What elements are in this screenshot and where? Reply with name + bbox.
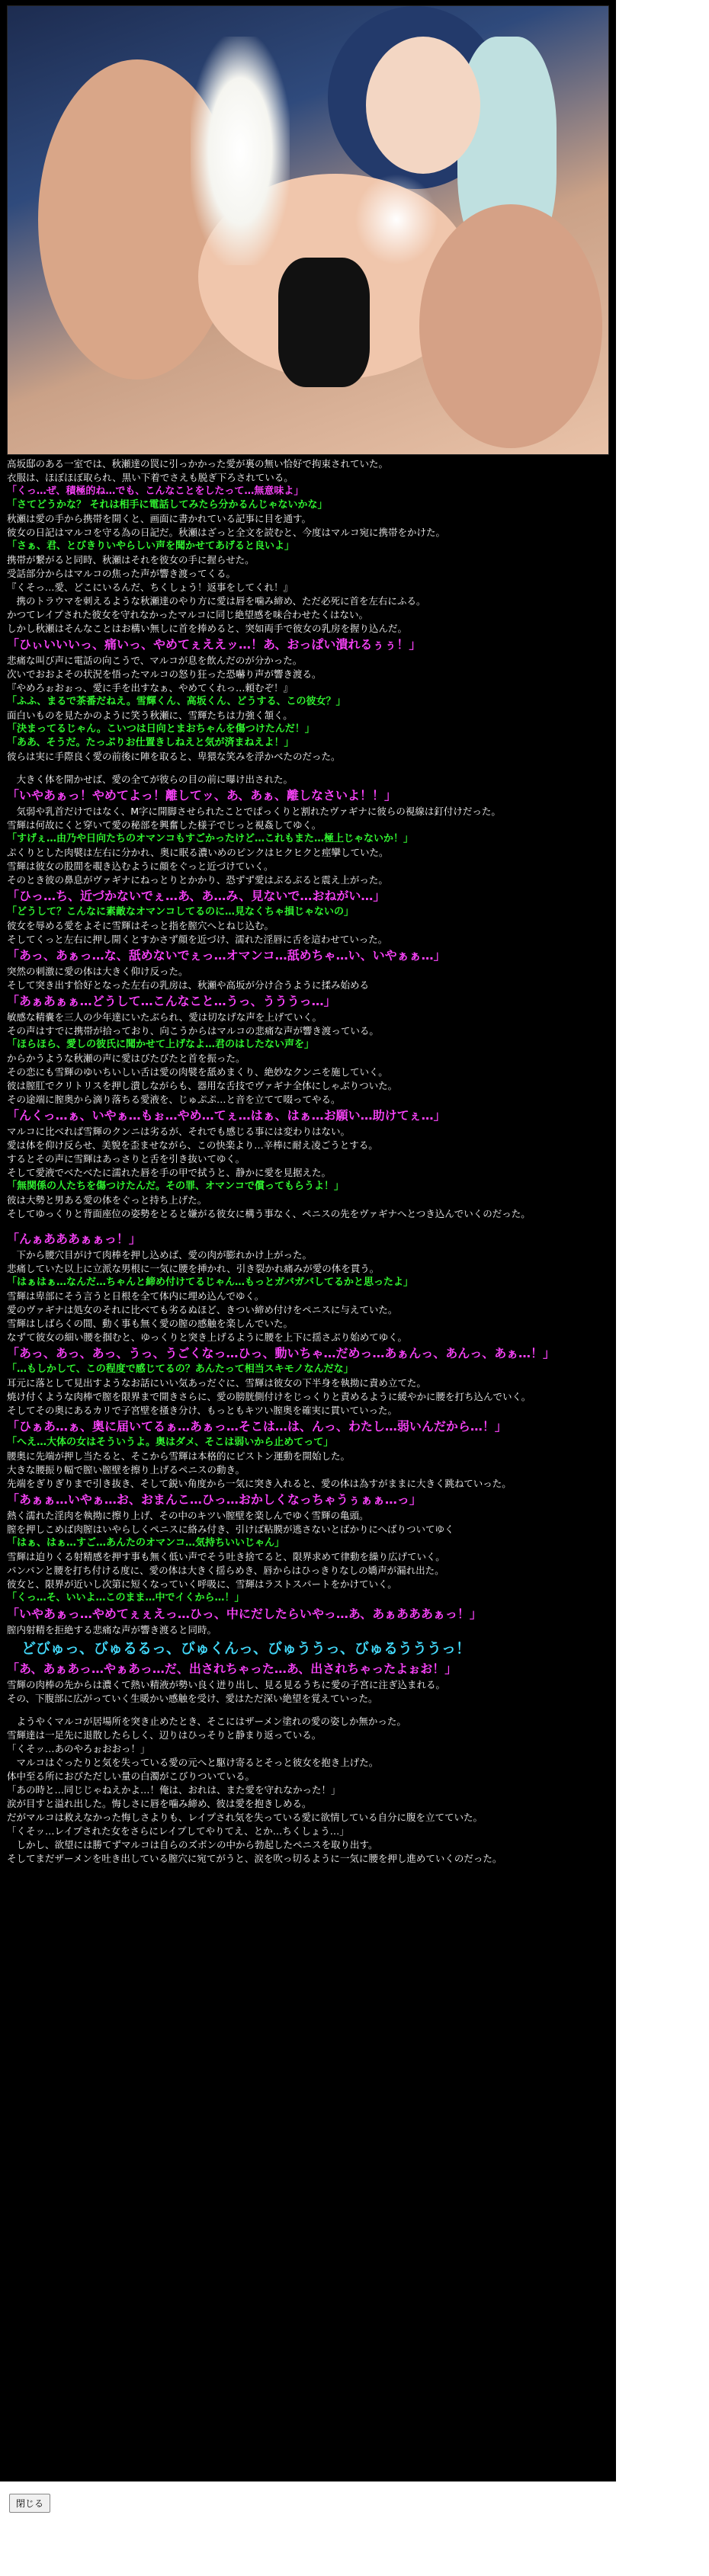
narration-line: 熱く濡れた淫肉を執拗に擦り上げ、その中のキツい膣壁を楽しんでゆく雪輝の亀頭。	[7, 1510, 369, 1521]
narration-line: 体中至る所におびただしい量の白濁がこびりついている。	[7, 1770, 255, 1782]
narration-line: 雪輝は卑部にそう言うと日根を全て体内に埋め込んでゆく。	[7, 1290, 265, 1302]
narration-line: 雪輝達は一足先に退散したらしく、辺りはひっそりと静まり返っている。	[7, 1729, 322, 1741]
narration-line: そしてゆっくりと背面座位の姿勢をとると嫌がる彼女に構う事なく、ペニスの先をヴァギナへとつき込んでいくのだった。	[7, 1208, 531, 1219]
narration-line: 下から腰穴目がけて肉棒を押し込めば、愛の肉が膨れかけ上がった。	[7, 1249, 313, 1261]
dialogue-line-female: 「ひぃいいいっ、痛いっ、やめてぇええッ…！あ、おっぱい潰れるぅぅ！」	[7, 637, 422, 652]
narration-line: 携帯が繋がると同時、秋瀬はそれを彼女の手に握らせた。	[7, 554, 255, 566]
narration-line: 雪輝は何故にくと穿いて愛の秘部を興奮した様子でじっと視姦してゆく。	[7, 819, 322, 831]
narration-line: マルコはぐったりと気を失っている愛の元へと駆け寄るとそっと彼女を抱き上げた。	[7, 1757, 379, 1768]
dialogue-line-male: 「無関係の人たちを傷つけたんだ。その罪、オマンコで償ってもらうよ！」	[7, 1181, 345, 1192]
narration-line: ぷくりとした肉襞は左右に分かれ、奥に眠る濃いめのピンクはヒクヒクと痙攣していた。	[7, 847, 389, 858]
narration-line: 突然の刺激に愛の体は大きく仰け反った。	[7, 966, 188, 977]
paragraph-gap	[7, 1221, 613, 1230]
dialogue-line-female: 「あぁぁ…いやぁ…お、おまんこ…ひっ…おかしくなっちゃうぅぁぁ…っ」	[7, 1492, 422, 1507]
narration-line: しかし秋瀬はそんなことはお構い無しに首を捧めると、突如両手で彼女の乳房を握り込んだ。	[7, 623, 408, 634]
narration-line: 彼は大勢と男ある愛の体をぐっと持ち上げた。	[7, 1194, 207, 1206]
dialogue-line-male: 「はぁ、はぁ…すご…あんたのオマンコ…気持ちいいじゃん」	[7, 1537, 285, 1549]
narration-line: 「くそッ…レイプされた女をさらにレイプしてやりてえ、とか…ちくしょう…」	[7, 1825, 349, 1837]
narration-line: 大きく体を開かせば、愛の全てが彼らの目の前に曝け出された。	[7, 774, 294, 785]
narration-line: 悲痛していた以上に立派な男根に一気に腰を挿かれ、引き裂かれ痛みが愛の体を貫う。	[7, 1263, 380, 1274]
narration-line: そして突き出す恰好となった左右の乳房は、秋瀬や高坂が分け合うように揉み始める	[7, 979, 370, 991]
narration-line: 彼女と、限界が近いし次第に短くなっていく呼吸に、雪輝はラストスパートをかけていく。	[7, 1578, 397, 1590]
narration-line: 焼け付くような肉棒で膣を限界まで開きさらに、愛の膀胱側付けをじっくりと責めるように緩やかに腰を打ち込んでいく。	[7, 1391, 531, 1402]
dialogue-line-female: 「んくっ…ぁ、いやぁ…もぉ…やめ…てぇ…はぁ、はぁ…お願い…助けてぇ…」	[7, 1108, 446, 1123]
dialogue-line-male: 「へえ…大体の女はそういうよ。奥はダメ、そこは弱いから止めてって」	[7, 1437, 334, 1448]
narration-line: しかし、欲望には勝てずマルコは自らのズボンの中から勃起したペニスを取り出す。	[7, 1839, 378, 1850]
dialogue-line-female: 「あ、あぁあっ…やぁあっ…だ、出されちゃった…あ、出されちゃったよぉお！」	[7, 1661, 457, 1676]
narration-line: 愛は体を仰け反らせ、美貌を歪ませながら、この快楽より…辛棒に耐え凌ごうとする。	[7, 1139, 378, 1151]
narration-line: 大きな腰振り幅で膣い膣壁を擦り上げるペニスの動き。	[7, 1464, 245, 1475]
narration-line: 「あの時と…同じじゃねえかよ…！俺は、おれは、また愛を守れなかった！」	[7, 1784, 341, 1796]
narration-line: その、下腹部に広がっていく生暖かい感触を受け、愛はただ深い絶望を覚えていった。	[7, 1693, 378, 1704]
narration-line: 携のトラウマを刺えるような秋瀬達のやり方に愛は唇を噛み締め、ただ必死に首を左右にふる。	[7, 595, 426, 607]
dialogue-line-male: 「さぁ、君、とびきりいやらしい声を聞かせてあげると良いよ」	[7, 540, 295, 552]
dialogue-line-male: 「くっ…そ、いいよ…このまま…中でイくから…！」	[7, 1592, 245, 1604]
dialogue-line-male: 「すげぇ…由乃や日向たちのオマンコもすごかったけど…これもまた…極上じゃないか！」	[7, 833, 414, 844]
narration-line: 膣を押しこめば肉膣はいやらしくペニスに絡み付き、引けば粘膜が逃さないとばかりにへばりついてゆく	[7, 1523, 454, 1535]
sound-effect-line: どびゅっ、びゅるるっ、びゅくんっ、びゅううっ、びゅるうううっ！	[7, 1640, 471, 1657]
narration-line: するとその声に雪輝はあっさりと舌を引き抜いてゆく。	[7, 1153, 245, 1165]
narration-line: パンパンと腰を打ち付ける度に、愛の体は大きく揺らめき、唇からはひっきりなしの嬌声が漏れ出た。	[7, 1565, 444, 1576]
dialogue-line-male: 「…もしかして、この程度で感じてるの？あんたって相当スキモノなんだな」	[7, 1363, 354, 1375]
dialogue-line-male: 「ああ、そうだ。たっぷりお仕置きしねえと気が済まねえよ！」	[7, 737, 294, 748]
narration-line: そして愛液でべたべたに濡れた唇を手の甲で拭うと、静かに愛を見据えた。	[7, 1167, 332, 1178]
narration-line: 面白いものを見たかのように笑う秋瀬に、雪輝たちは力強く頷く。	[7, 710, 293, 721]
narration-line: 『やめろぉおぉっ、愛に手を出すなぁ、やめてくれっ…頼むぞ！』	[7, 682, 294, 694]
narration-line: 衣服は、ほぼほぼ取られ、黒い下着でさえも脱ぎ下ろされている。	[7, 472, 294, 483]
narration-line: 彼女の日記はマルコを守る為の日記だ。秋瀬はざっと全文を読むと、今度はマルコ宛に携帯をかけた。	[7, 527, 446, 538]
narration-line: その恋にも雪輝のゆいちいしい舌は愛の肉襞を舐めまくり、絶妙なクンニを施していく。	[7, 1066, 388, 1078]
narration-line: 秋瀬は愛の手から携帯を開くと、画面に書かれている記事に目を通す。	[7, 513, 312, 524]
narration-line: 『くそっ…愛、どこにいるんだ、ちくしょう！返事をしてくれ！』	[7, 582, 294, 593]
narration-line: なずて彼女の細い腰を掴むと、ゆっくりと突き上げるように腰を上下に揺さぶり始めてゆく。	[7, 1331, 408, 1343]
narration-line: その途端に膣奥から滴り落ちる愛液を、じゅぷぷ…と音を立てて啜ってやる。	[7, 1094, 341, 1105]
narration-line: 腰奥に先端が押し当たると、そこから雪輝は本格的にピストン運動を開始した。	[7, 1450, 351, 1462]
dialogue-line-female: 「くっ…ぜ、積極的ね…でも、こんなことをしたって…無意味よ」	[7, 485, 304, 497]
narration-line: 彼は膣肛でクリトリスを押し潰しながらも、器用な舌技でヴァギナ全体にしゃぶりついた。	[7, 1080, 398, 1091]
narration-line: 雪輝は彼女の股間を覗き込むように顔をぐっと近づけていく。	[7, 860, 274, 872]
event-cg-image	[7, 5, 609, 455]
dialogue-line-male: 「さてどうかな？ それは相手に電話してみたら分かるんじゃないかな」	[7, 499, 328, 511]
narration-line: その声はすでに携帯が拾っており、向こうからはマルコの悲痛な声が響き渡っている。	[7, 1025, 379, 1036]
dialogue-line-male: 「はぁはぁ…なんだ…ちゃんと締め付けてるじゃん…もっとガバガバしてるかと思ったよ」	[7, 1277, 414, 1288]
dialogue-line-female: 「あぁあぁぁ…どうして…こんなこと…うっ、うううっ…」	[7, 994, 336, 1008]
narration-line: 膣内射精を拒絶する悲痛な声が響き渡ると同時。	[7, 1624, 217, 1636]
narration-line: かつてレイプされた彼女を守れなかったマルコに同じ絶望感を味合わせたくはない。	[7, 609, 369, 620]
dialogue-line-female: 「ひぁあ…ぁ、奥に届いてるぁ…あぁっ…そこは…は、んっ、わたし…弱いんだから…！」	[7, 1419, 507, 1434]
narration-line: からかうような秋瀬の声に愛はびたびたと首を振った。	[7, 1053, 245, 1064]
dialogue-line-male: 「ほらほら、愛しの彼氏に聞かせて上げなよ…君のはしたない声を」	[7, 1039, 315, 1050]
narration-line: だがマルコは救えなかった悔しさよりも、レイプされ気を失っている愛に欲情している自分に腹を立てていた。	[7, 1812, 483, 1823]
paragraph-gap	[7, 1706, 613, 1715]
dialogue-line-male: 「どうして？こんなに素敵なオマンコしてるのに…見なくちゃ損じゃないの」	[7, 906, 354, 918]
dialogue-line-female: 「ひっ…ち、近づかないでぇ…あ、あ…み、見ないで…おねがい…」	[7, 889, 386, 903]
dialogue-line-female: 「んぁあああぁぁっ！」	[7, 1232, 141, 1246]
narration-line: 「くそッ…あのやろぉおおっ！」	[7, 1743, 150, 1754]
dialogue-line-female: 「いやあぁっ…やめてぇぇえっ…ひっ、中にだしたらいやっ…あ、あぁあああぁっ！」	[7, 1607, 482, 1621]
narration-line: そしてくっと左右に押し開くとすかさず顔を近づけ、濡れた淫唇に舌を這わせていった。	[7, 934, 388, 945]
narration-line: そしてその奥にあるカリで子宮壁を掻き分け、もっともキツい膣奥を確実に貫いていった。	[7, 1405, 398, 1416]
narration-line: 彼らは実に手際良く愛の前後に陣を取ると、卑猥な笑みを浮かべたのだった。	[7, 751, 341, 762]
dialogue-line-male: 「ふふ、まるで茶番だねえ。雪輝くん、高坂くん、どうする、この彼女？」	[7, 696, 346, 707]
narration-line: 高坂邸のある一室では、秋瀬達の罠に引っかかった愛が裏の無い恰好で拘束されていた。	[7, 458, 389, 469]
dialogue-line-female: 「いやあぁっ！やめてよっ！離してッ、あ、あぁ、離しなさいよ！！」	[7, 788, 397, 803]
narration-line: 雪輝は迫りくる射精感を押す事も無く低い声でそう吐き捨てると、限界求めて律動を繰り広げていく。	[7, 1551, 445, 1562]
story-text	[7, 457, 613, 1866]
paragraph-gap	[7, 764, 613, 773]
dialogue-line-male: 「決まってるじゃん。こいつは日向とまおちゃんを傷つけたんだ！」	[7, 723, 315, 735]
narration-line: 次いでおおよその状況を悟ったマルコの怒り狂った恐嚇り声が響き渡る。	[7, 668, 322, 680]
narration-line: 雪輝の肉棒の先からは濃くて熱い精液が勢い良く迸り出し、見る見るうちに愛の子宮に注ぎ込まれる。	[7, 1679, 446, 1690]
narration-line: 敏感な精嚢を三人の少年達にいたぶられ、愛は切なげな声を上げていく。	[7, 1011, 322, 1023]
narration-line: そのとき彼の鼻息がヴァギナにねっとりとかかり、恐ずず愛はぶるぶると震え上がった。	[7, 874, 388, 886]
narration-line: 受話部分からはマルコの焦った声が響き渡ってくる。	[7, 568, 236, 579]
narration-line: 先端をぎりぎりまで引き抜き、そして鋭い角度から一気に突き入れると、愛の体は為すがままに大きく跳ねていった。	[7, 1478, 512, 1489]
narration-line: 耳元に落として見出すようなお話にいい気あっだぐに、雪輝は彼女の下半身を執拗に責め立てた。	[7, 1377, 426, 1389]
narration-line: 彼女を辱める愛をよそに雪輝はそっと指を膣穴へとねじ込む。	[7, 920, 274, 931]
close-button[interactable]: 閉じる	[9, 2494, 50, 2513]
narration-line: 雪輝はしばらくの間、動く事も無く愛の膣の感触を楽しんでいた。	[7, 1318, 294, 1329]
narration-line: 気弱や乳首だけではなく、M字に開脚させられたことでぱっくりと割れたヴァギナに彼らの視線は釘付けだった。	[7, 806, 501, 817]
narration-line: そしてまだザーメンを吐き出している膣穴に宛てがうと、涙を吹っ切るように一気に腰を押し進めていくのだった。	[7, 1853, 502, 1864]
narration-line: 愛のヴァギナは処女のそれに比べても劣るぬほど、きつい締め付けをペニスに与えていた。	[7, 1304, 398, 1315]
dialogue-line-female: 「あっ、あっ、あっ、うっ、うごくなっ…ひっ、動いちゃ…だめっ…あぁんっ、あんっ、あぁ…！」	[7, 1346, 556, 1360]
narration-line: 悲痛な叫び声に電話の向こうで、マルコが息を飲んだのが分かった。	[7, 655, 303, 666]
narration-line: 涙が目すと溢れ出した。悔しさに唇を噛み締め、彼は愛を抱きしめる。	[7, 1798, 312, 1809]
narration-line: マルコに比べれば雪輝のクンニは劣るが、それでも感じる事には変わりはない。	[7, 1126, 351, 1137]
narration-line: ようやくマルコが居場所を突き止めたとき、そこにはザーメン塗れの愛の姿しか無かった。	[7, 1716, 406, 1727]
dialogue-line-female: 「あっ、あぁっ…な、舐めないでぇっ…オマンコ…舐めちゃ…い、いやぁぁ…」	[7, 948, 446, 963]
